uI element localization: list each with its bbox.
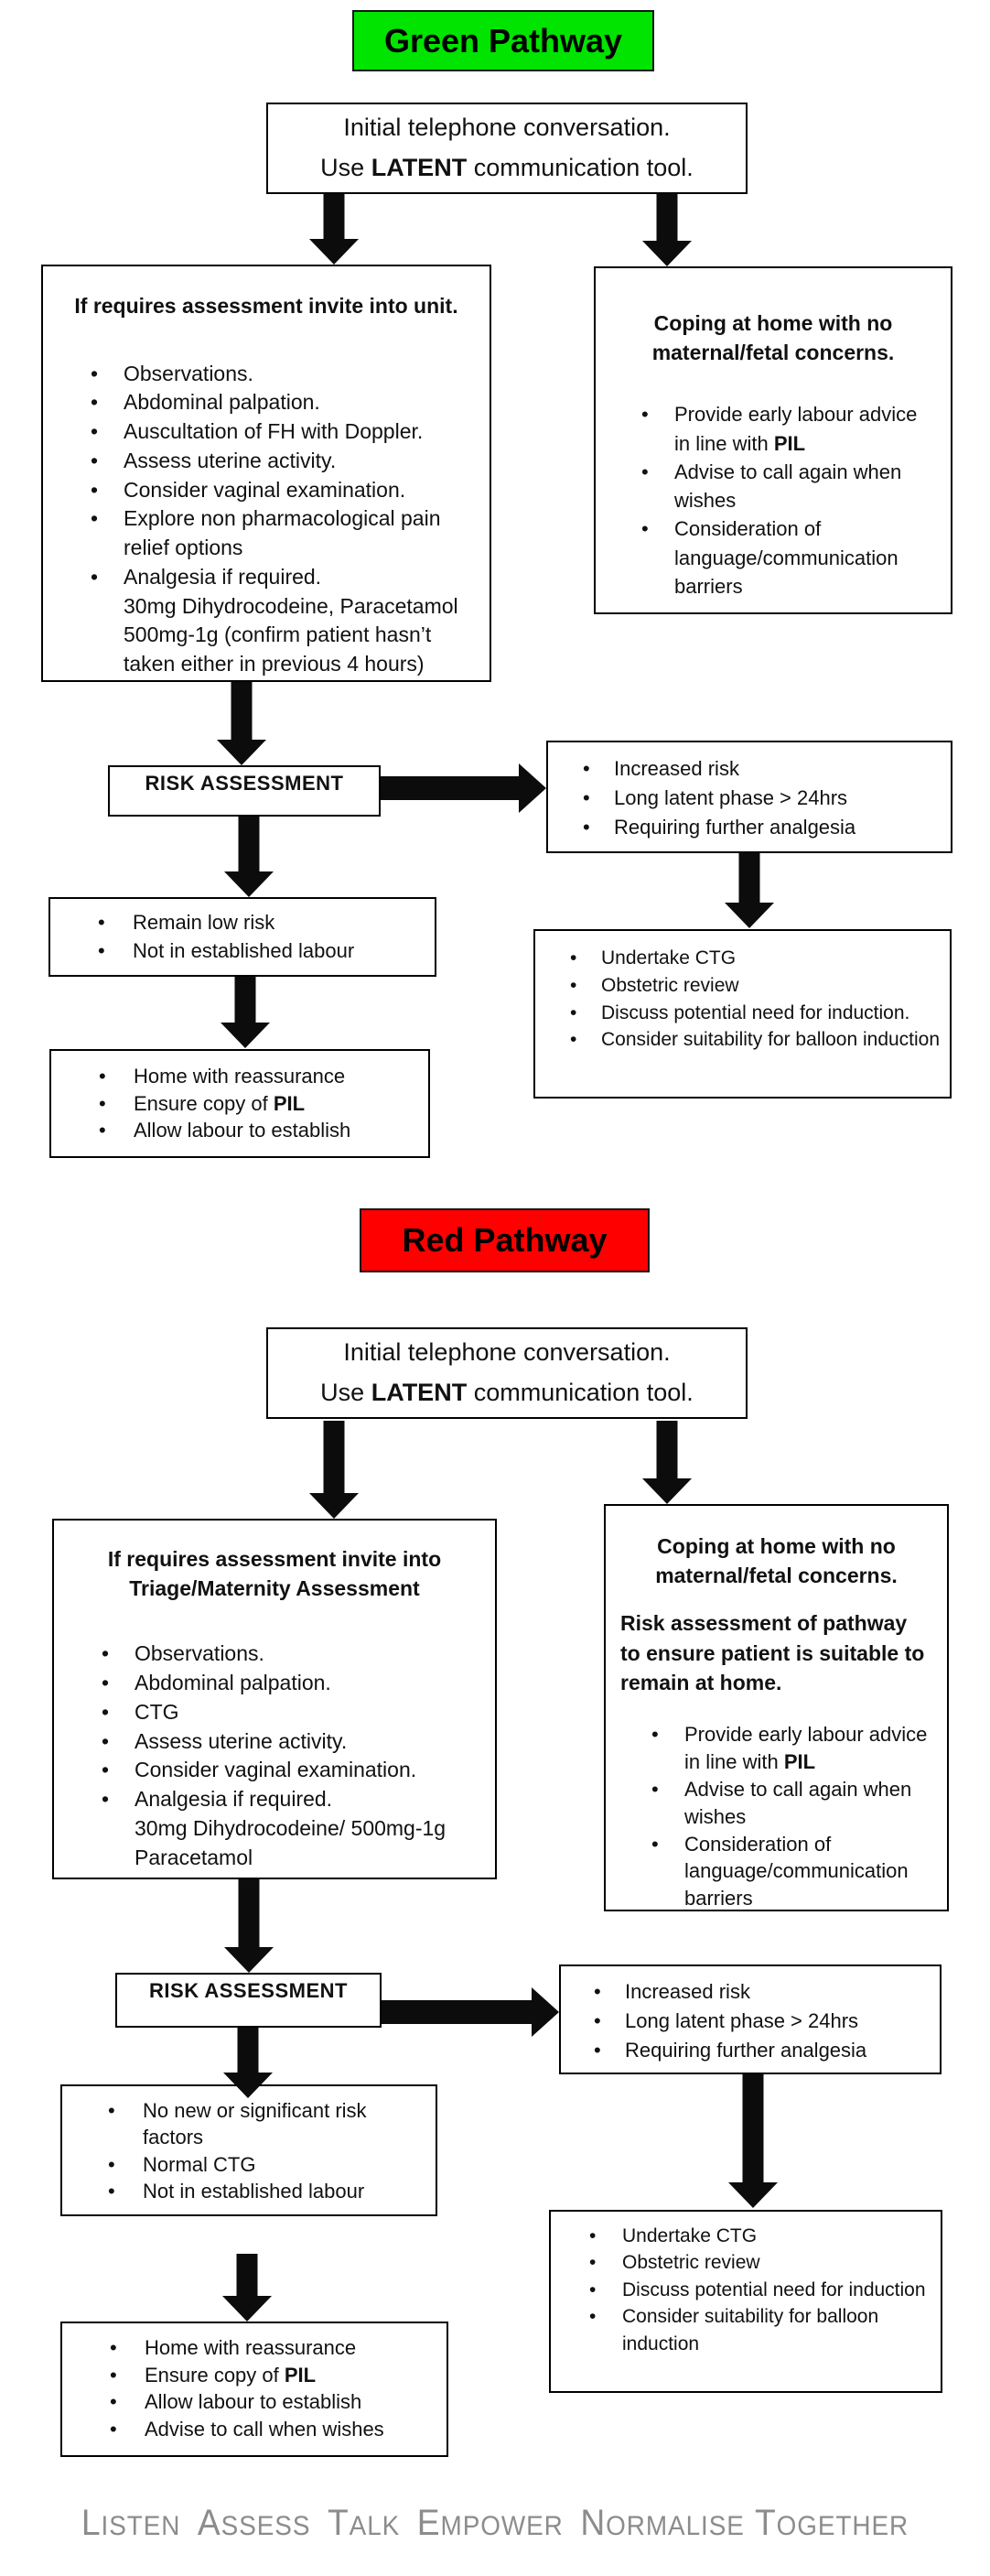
arrow-shaft	[235, 977, 256, 1024]
bullet-item: • Consideration of language/communication barriers	[620, 1831, 932, 1911]
green-arrow-risk-to-lowrisk	[224, 817, 274, 897]
pil-bold: PIL	[273, 1091, 306, 1115]
arrow-shaft	[239, 817, 260, 873]
green-low-risk-box	[48, 897, 436, 977]
red-arrow-phone-to-coping	[642, 1421, 692, 1504]
bullet-item: • Consider vaginal examination.	[59, 476, 473, 505]
red-home-list	[71, 2334, 437, 2443]
bullet-item: • Explore non pharmacological pain relief options	[59, 504, 473, 562]
red-arrow-risk-to-increased	[382, 1987, 559, 2037]
arrow-shaft	[237, 2254, 258, 2298]
bullet-item: • Remain low risk	[59, 909, 425, 937]
red-home-reassurance-box	[60, 2322, 448, 2457]
bullet-item: • Normal CTG	[70, 2151, 428, 2178]
green-arrow-phone-to-coping	[642, 194, 692, 266]
arrow-head	[519, 763, 546, 813]
bullet-item: • CTG	[70, 1698, 479, 1727]
arrow-head	[217, 740, 266, 765]
bullet-item: • Consider suitability for balloon induction	[558, 2303, 933, 2357]
red-arrow-assess-to-risk	[224, 1879, 274, 1973]
arrow-shaft	[324, 194, 345, 241]
red-undertake-ctg-box	[549, 2210, 942, 2393]
arrow-shaft	[739, 853, 760, 904]
red-assess-triage-box	[52, 1519, 497, 1879]
red-phone-line1: Initial telephone conversation.	[343, 1338, 671, 1367]
green-undertake-ctg-box	[533, 929, 952, 1099]
arrow-head	[224, 871, 274, 897]
footer-word-empower: EMPOWER	[416, 2503, 564, 2543]
green-assess-unit-box	[41, 265, 491, 682]
red-increased-risk-box	[559, 1964, 942, 2074]
red-increased-list	[568, 1977, 932, 2065]
arrow-head	[642, 241, 692, 266]
red-no-risk-box	[60, 2084, 437, 2216]
bullet-item: • Home with reassurance	[60, 1063, 419, 1090]
green-pathway-title	[352, 10, 654, 71]
red-phone-line2: Use LATENT communication tool.	[320, 1379, 694, 1406]
bullet-item: • Observations.	[70, 1640, 479, 1669]
bullet-item: • Long latent phase > 24hrs	[568, 2007, 932, 2036]
bullet-item: • Requiring further analgesia	[557, 813, 942, 842]
arrow-head	[222, 2296, 272, 2322]
arrow-shaft	[743, 2074, 764, 2184]
arrow-shaft	[239, 1879, 260, 1949]
pil-bold: PIL	[773, 431, 806, 455]
bullet-item: • Obstetric review	[558, 2249, 933, 2276]
pil-bold: PIL	[284, 2363, 317, 2387]
bullet-item: • Obstetric review	[543, 972, 942, 1000]
green-increased-list	[557, 754, 942, 842]
bullet-item: • Advise to call again when wishes	[610, 458, 936, 514]
green-risk-assessment-box: RISK ASSESSMENT	[108, 765, 381, 817]
bullet-item: • Assess uterine activity.	[70, 1727, 479, 1757]
arrow-shaft	[382, 2000, 533, 2024]
red-coping-subtitle: Risk assessment of pathway to ensure patient is suitable to remain at home.	[620, 1611, 925, 1694]
bullet-item: • Undertake CTG	[558, 2223, 933, 2249]
arrow-head	[725, 903, 774, 928]
arrow-head	[642, 1478, 692, 1504]
arrow-head	[224, 1947, 274, 1973]
bullet-item: • Ensure copy of PIL	[71, 2362, 437, 2389]
bullet-item: • Abdominal palpation.	[70, 1669, 479, 1698]
latent-acronym: LATENT	[371, 1379, 468, 1406]
arrow-shaft	[381, 776, 521, 800]
green-lowrisk-list	[59, 909, 425, 966]
green-arrow-increased-to-undertake	[725, 853, 774, 928]
bullet-item: • Increased risk	[568, 1977, 932, 2007]
red-assess-title: If requires assessment invite into Triage/Maternity Assessment	[107, 1547, 442, 1601]
bullet-item: • Provide early labour advice in line with PIL	[610, 400, 936, 457]
bullet-item: • Discuss potential need for induction	[558, 2277, 933, 2303]
arrow-shaft	[231, 682, 253, 741]
green-coping-title: Coping at home with no maternal/fetal concerns.	[651, 311, 895, 365]
red-arrow-phone-to-assess	[309, 1421, 359, 1519]
footer-word-normalise: NORMALISE	[580, 2503, 745, 2543]
red-arrow-risk-to-norisk	[223, 2028, 273, 2098]
red-coping-list	[620, 1721, 932, 1911]
bullet-item: • Allow labour to establish	[60, 1117, 419, 1144]
bullet-item: • Allow labour to establish	[71, 2388, 437, 2416]
green-coping-home-box	[594, 266, 952, 614]
green-assess-title: If requires assessment invite into unit.	[74, 294, 458, 318]
green-coping-list	[610, 400, 936, 601]
bullet-item: • Provide early labour advice in line with PIL	[620, 1721, 932, 1776]
bullet-item: • Home with reassurance	[71, 2334, 437, 2362]
bullet-item: • Observations.	[59, 360, 473, 389]
green-arrow-phone-to-assess	[309, 194, 359, 265]
green-increased-risk-box	[546, 741, 952, 853]
red-coping-home-box	[604, 1504, 949, 1911]
arrow-head	[728, 2182, 778, 2208]
latent-acronym: LATENT	[371, 154, 468, 181]
bullet-item: • Auscultation of FH with Doppler.	[59, 417, 473, 447]
red-arrow-increased-to-undertake	[728, 2074, 778, 2208]
bullet-item: • Requiring further analgesia	[568, 2036, 932, 2065]
red-pathway-title-label: Red Pathway	[402, 1221, 608, 1259]
bullet-item-analgesia: • Analgesia if required. 30mg Dihydrocodeine, Paracetamol 500mg-1g (confirm patient hasn’t taken either in previous 4 hours)	[59, 563, 473, 679]
bullet-item: • Consider vaginal examination.	[70, 1756, 479, 1785]
arrow-shaft	[657, 194, 678, 243]
bullet-item: • Consider suitability for balloon induction	[543, 1026, 942, 1054]
bullet-item: • Long latent phase > 24hrs	[557, 784, 942, 813]
red-undertake-list	[558, 2223, 933, 2357]
green-arrow-lowrisk-to-home	[221, 977, 270, 1048]
latent-acronym-footer	[35, 2503, 955, 2544]
bullet-item: • Abdominal palpation.	[59, 388, 473, 417]
green-home-list	[60, 1063, 419, 1144]
arrow-head	[221, 1023, 270, 1048]
arrow-head	[309, 239, 359, 265]
bullet-item-analgesia: • Analgesia if required. 30mg Dihydrocodeine/ 500mg-1g Paracetamol	[70, 1785, 479, 1872]
red-coping-title: Coping at home with no maternal/fetal concerns.	[655, 1534, 898, 1588]
green-home-reassurance-box	[49, 1049, 430, 1158]
red-pathway-title	[360, 1208, 650, 1272]
red-assess-list	[70, 1640, 479, 1872]
green-phone-line2: Use LATENT communication tool.	[320, 154, 694, 181]
green-pathway-title-label: Green Pathway	[383, 21, 623, 60]
footer-word-talk: TALK	[327, 2503, 401, 2543]
bullet-item: • Increased risk	[557, 754, 942, 784]
arrow-head	[532, 1987, 559, 2037]
red-norisk-list	[70, 2097, 428, 2204]
footer-word-assess: ASSESS	[197, 2503, 311, 2543]
bullet-item: • Assess uterine activity.	[59, 447, 473, 476]
green-arrow-risk-to-increased	[381, 763, 546, 813]
bullet-item: • Undertake CTG	[543, 945, 942, 972]
bullet-item: • Discuss potential need for induction.	[543, 1000, 942, 1027]
pil-bold: PIL	[783, 1749, 816, 1773]
green-arrow-assess-to-risk	[217, 682, 266, 765]
red-phone-box	[266, 1327, 748, 1419]
bullet-item: • Ensure copy of PIL	[60, 1090, 419, 1118]
arrow-head	[309, 1493, 359, 1519]
bullet-item: • Not in established labour	[59, 937, 425, 966]
bullet-item: • Advise to call when wishes	[71, 2416, 437, 2443]
green-phone-line1: Initial telephone conversation.	[343, 114, 671, 142]
bullet-item: • Advise to call again when wishes	[620, 1776, 932, 1831]
arrow-head	[223, 2073, 273, 2098]
green-phone-box	[266, 103, 748, 194]
arrow-shaft	[324, 1421, 345, 1495]
footer-word-together: TOGETHER	[754, 2503, 909, 2543]
bullet-item: • Consideration of language/communication barriers	[610, 514, 936, 601]
footer-word-listen: LISTEN	[81, 2503, 181, 2543]
arrow-shaft	[657, 1421, 678, 1480]
bullet-item: • Not in established labour	[70, 2178, 428, 2204]
green-assess-list	[59, 360, 473, 679]
red-arrow-norisk-to-home	[222, 2254, 272, 2322]
green-undertake-list	[543, 945, 942, 1054]
red-risk-assessment-box: RISK ASSESSMENT	[115, 1973, 382, 2028]
arrow-shaft	[238, 2028, 259, 2074]
bullet-item: • No new or significant risk factors	[70, 2097, 428, 2151]
